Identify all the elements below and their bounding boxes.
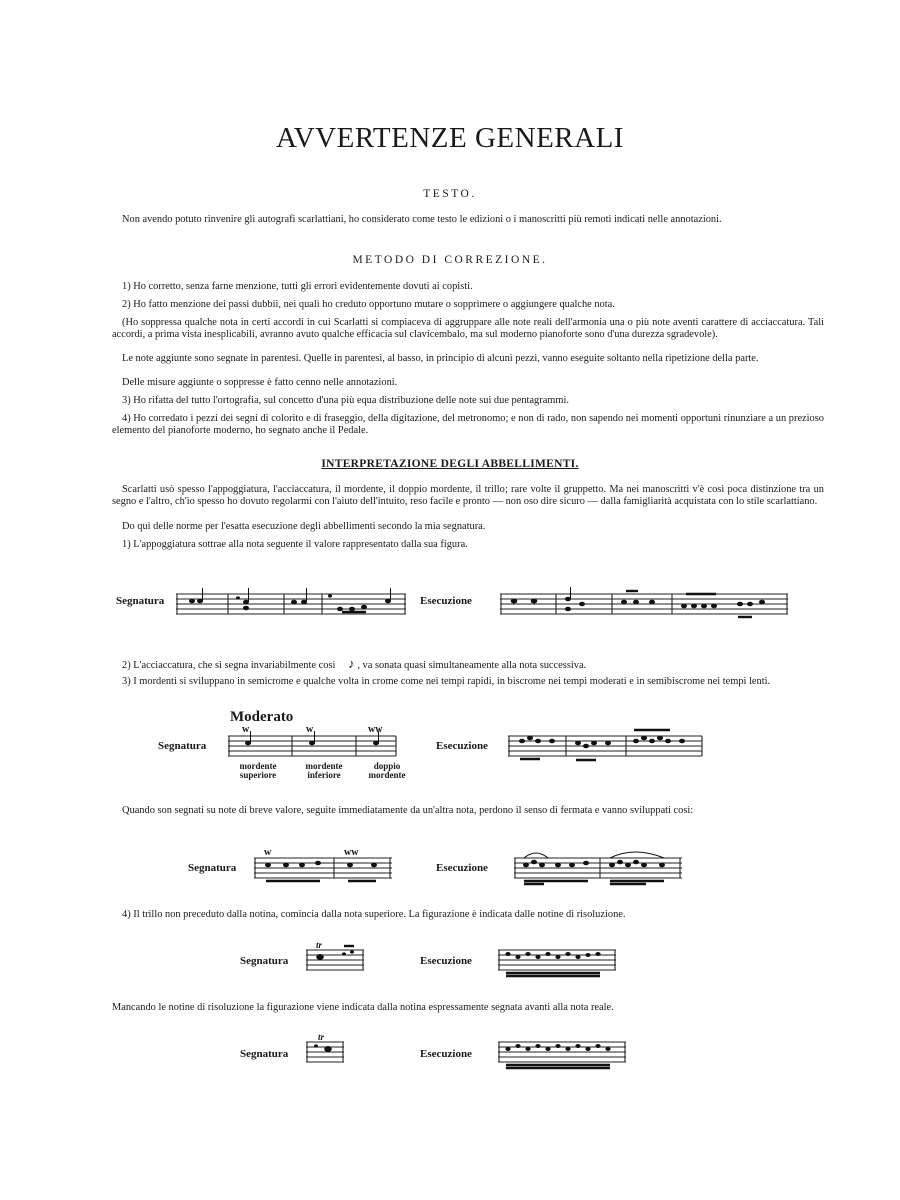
music-staff-brevi-esecuzione: [514, 852, 684, 888]
segnatura-label-2: Segnatura: [158, 740, 207, 752]
paragraph-interp-1: Scarlatti usò spesso l'appoggiatura, l'acciaccatura, il mordente, il doppio mordente, il trillo; rare volte il gruppetto. Ma nei manoscritti v'è così poca distinzione tra un segno e l'altro, ch'io spesso ho dovuto regolarmi con l'aiuto dell'intuito, reso facile e pronto — non oso dire sicuro — dalla famigliarità acquistata con lo stile scarlattiano.: [112, 484, 824, 507]
svg-text:ww: ww: [344, 847, 359, 858]
music-staff-notina-segnatura: [306, 1032, 346, 1068]
esecuzione-label-2: Esecuzione: [436, 740, 488, 752]
staff-lines: [228, 736, 396, 756]
paragraph-metodo-2: 2) Ho fatto menzione dei passi dubbii, nei quali ho creduto opportuno mutare o sopprimere o aggiungere qualche nota.: [122, 299, 615, 310]
staff-lines: [306, 950, 364, 970]
music-staff-mordenti-segnatura: [228, 724, 398, 762]
staff-lines: [500, 594, 788, 614]
segnatura-label-5: Segnatura: [240, 1048, 289, 1060]
svg-text:w: w: [306, 724, 314, 735]
segnatura-label-3: Segnatura: [188, 862, 237, 874]
paragraph-metodo-3: (Ho soppressa qualche nota in certi accordi in cui Scarlatti si compiaceva di aggruppare alle note reali dell'armonia una o più note aventi carattere di acciaccatura. Tali accordi, a prima vista inesplicabili, avranno avuto qualche efficacia sul clavicembalo, ma sul moderno pianoforte sono d'una durezza sgradevole).: [112, 317, 824, 340]
paragraph-metodo-6: 3) Ho rifatta del tutto l'ortografia, sul concetto d'una più equa distribuzione delle note sui due pentagrammi.: [122, 395, 569, 406]
svg-text:w: w: [264, 847, 272, 858]
esecuzione-label-4: Esecuzione: [420, 955, 472, 967]
esecuzione-label-1: Esecuzione: [420, 595, 472, 607]
mordent-label-inferiore: mordente inferiore: [305, 761, 343, 780]
music-staff-trillo-esecuzione: [498, 944, 618, 976]
segnatura-label-4: Segnatura: [240, 955, 289, 967]
paragraph-metodo-5: Delle misure aggiunte o soppresse è fatto cenno nelle annotazioni.: [122, 377, 398, 388]
staff-lines: [176, 594, 406, 614]
paragraph-metodo-7: 4) Ho corredato i pezzi dei segni di colorito e di fraseggio, della digitazione, del metronomo; e non di rado, non sapendo nei momenti opportuni rinunziare a un prezioso elemento del pianoforte moderno, ho segnato anche il Pedale.: [112, 413, 824, 436]
svg-text:ww: ww: [368, 724, 383, 735]
paragraph-interp-2: Do qui delle norme per l'esatta esecuzione degli abbellimenti secondo la mia segnatura.: [122, 521, 486, 532]
paragraph-interp-7: 4) Il trillo non preceduto dalla notina, comincia dalla nota superiore. La figurazione è indicata dalle notine di risoluzione.: [122, 909, 626, 920]
page-title: AVVERTENZE GENERALI: [276, 122, 624, 154]
music-staff-appoggiatura-segnatura: [176, 590, 408, 618]
paragraph-metodo-4: Le note aggiunte sono segnate in parentesi. Quelle in parentesi, al basso, in principio di alcuni pezzi, vanno eseguite soltanto nella ripetizione della parte.: [122, 353, 759, 364]
paragraph-interp-4: 2) L'acciaccatura, che si segna invariabilmente così ♪ , va sonata quasi simultaneamente alla nota successiva.: [122, 656, 587, 671]
mordent-label-superiore: mordente superiore: [239, 761, 277, 780]
staff-lines: [306, 1042, 344, 1062]
music-staff-notina-esecuzione: [498, 1036, 628, 1068]
acciaccatura-icon: ♪: [348, 656, 355, 671]
esecuzione-label-5: Esecuzione: [420, 1048, 472, 1060]
paragraph-testo: Non avendo potuto rinvenire gli autografi scarlattiani, ho considerato come testo le edizioni o i manoscritti più remoti indicati nelle annotazioni.: [122, 214, 722, 225]
paragraph-interp-5: 3) I mordenti si sviluppano in semicrome e qualche volta in crome come nei tempi rapidi, in biscrome nei tempi moderati e in semibiscrome nei tempi lenti.: [122, 676, 771, 687]
segnatura-label-1: Segnatura: [116, 595, 165, 607]
paragraph-interp-3: 1) L'appoggiatura sottrae alla nota seguente il valore rappresentato dalla sua figura.: [122, 539, 468, 550]
svg-text:w: w: [242, 724, 250, 735]
mordent-label-doppio: doppio mordente: [368, 761, 406, 780]
tempo-marking: Moderato: [230, 709, 294, 725]
music-staff-appoggiatura-esecuzione: [500, 590, 790, 620]
paragraph-interp-8: Mancando le notine di risoluzione la figurazione viene indicata dalla notina espressamente segnata avanti alla nota reale.: [112, 1002, 614, 1013]
heading-metodo: METODO DI CORREZIONE.: [352, 254, 548, 266]
staff-lines: [514, 858, 682, 878]
staff-lines: [254, 858, 392, 878]
svg-text:tr: tr: [316, 940, 323, 950]
music-staff-brevi-segnatura: [254, 847, 394, 886]
heading-interpretazione: INTERPRETAZIONE DEGLI ABBELLIMENTI.: [321, 458, 579, 470]
heading-testo: TESTO.: [423, 188, 477, 200]
paragraph-interp-6: Quando son segnati su note di breve valore, seguite immediatamente da un'altra nota, perdono il senso di fermata e vanno sviluppati così:: [122, 805, 694, 816]
music-staff-mordenti-esecuzione: [508, 730, 704, 764]
music-staff-trillo-segnatura: [306, 940, 366, 976]
esecuzione-label-3: Esecuzione: [436, 862, 488, 874]
svg-text:tr: tr: [318, 1032, 325, 1042]
paragraph-metodo-1: 1) Ho corretto, senza farne menzione, tutti gli errori evidentemente dovuti ai copisti.: [122, 281, 473, 292]
